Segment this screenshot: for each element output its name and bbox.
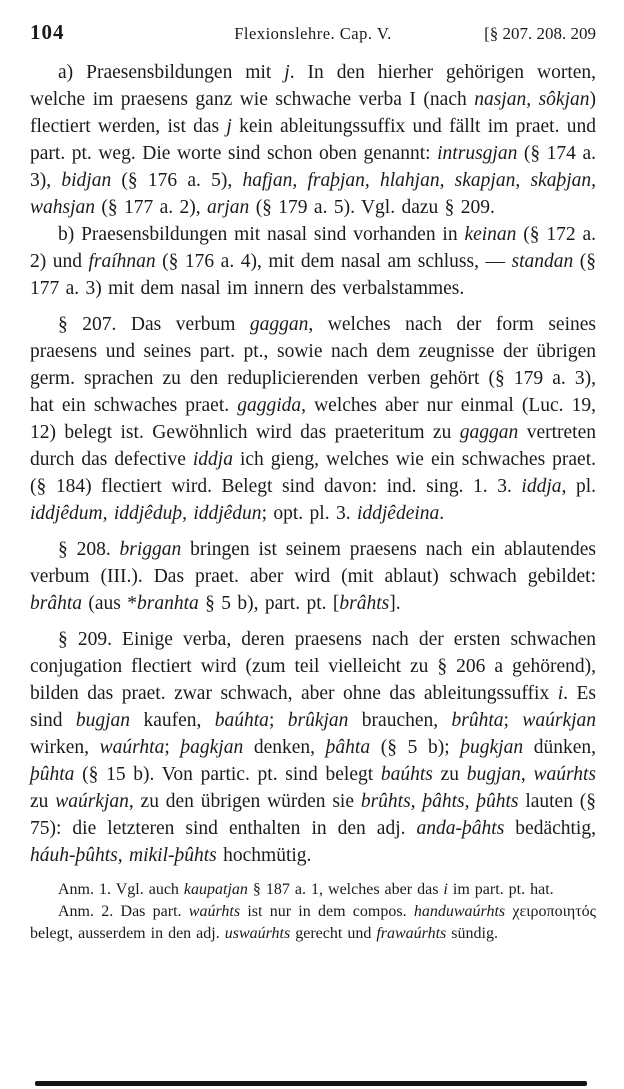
text-run: bedächtig, xyxy=(504,818,596,839)
gothic-term: waúrhta xyxy=(99,737,165,758)
text-run: (§ 176 a. 5), xyxy=(111,170,243,191)
scan-edge-artifact xyxy=(35,1081,587,1086)
text-run: a) Praesensbildungen mit xyxy=(58,62,285,83)
text-run: bringen ist seinem praesens nach ein ablautendes verbum (III.). Das praet. aber wird (mit ablaut) schwach gebildet: xyxy=(30,539,596,587)
text-run: . Es sind xyxy=(30,683,596,731)
text-run: § 187 a. 1, welches aber das xyxy=(247,881,444,898)
gothic-term: branhta xyxy=(137,593,199,614)
page-header xyxy=(30,20,596,45)
gothic-term: handuwaúrhts xyxy=(413,903,506,920)
gothic-term: háuh-þûhts, mikil-þûhts xyxy=(30,845,217,866)
text-run: . xyxy=(439,503,445,524)
gothic-term: gaggida xyxy=(237,395,302,416)
gothic-term: standan xyxy=(511,251,574,272)
gothic-term: iddja xyxy=(521,476,562,497)
paragraph-207 xyxy=(30,311,596,527)
text-run: , welches nach der form seines praesens und seines part. pt., sowie nach dem zeugnisse der übrigen germ. sprachen zu den reduplicierenden verben gehört (§ 179 a. 3), hat ein schwaches praet. xyxy=(30,314,596,416)
text-run: zu xyxy=(30,791,56,812)
gothic-term: brûkjan xyxy=(287,710,349,731)
text-run: (§ 174 a. 3), xyxy=(30,143,596,191)
text-run: (§ 15 b). Von partic. pt. sind belegt xyxy=(74,764,381,785)
gothic-term: þûhta xyxy=(30,764,75,785)
gothic-term: i xyxy=(443,881,448,898)
text-run: (aus * xyxy=(82,593,138,614)
note-anm-1 xyxy=(30,879,596,901)
text-run: , pl. xyxy=(561,476,597,497)
text-run: . In den hierher gehörigen worten, welche im praesens ganz wie schwache verba I (nach xyxy=(30,62,597,110)
text-run: ist nur in dem compos. xyxy=(240,903,414,920)
gothic-term: þagkjan xyxy=(180,737,244,758)
gothic-term: brâhts xyxy=(339,593,390,614)
text-run: denken, xyxy=(243,737,326,758)
text-run: lauten (§ 75): die letzteren sind enthalten in den adj. xyxy=(30,791,596,839)
gothic-term: intrusgjan xyxy=(437,143,518,164)
text-run: zu xyxy=(432,764,467,785)
text-run: ]. xyxy=(389,593,401,614)
text-run: χειροποιητός belegt, ausserdem in den adj. xyxy=(30,903,597,942)
gothic-term: frawaúrhts xyxy=(376,925,447,942)
gothic-term: kaupatjan xyxy=(183,881,248,898)
text-run: ) flectiert werden, ist das xyxy=(30,89,597,137)
text-run: brauchen, xyxy=(348,710,452,731)
gothic-term: þugkjan xyxy=(460,737,524,758)
text-run: (§ 176 a. 4), mit dem nasal am schluss, — xyxy=(155,251,512,272)
text-run: b) Praesensbildungen mit nasal sind vorhanden in xyxy=(58,224,465,245)
text-run: ich gieng, welches wie ein schwaches praet. (§ 184) flectiert wird. Belegt sind davon: ind. sing. 1. 3. xyxy=(30,449,597,497)
page-number: 104 xyxy=(30,20,65,44)
text-run: § 209. Einige verba, deren praesens nach der ersten schwachen conjugation flectiert wird (zum teil vielleicht zu § 206 a gehörend), bilden das praet. zwar schwach, aber ohne das ableitungssuffix xyxy=(30,629,596,704)
gothic-term: keinan xyxy=(464,224,517,245)
text-run: im part. pt. hat. xyxy=(447,881,554,898)
text-run: (§ 179 a. 5). Vgl. dazu § 209. xyxy=(249,197,495,218)
gothic-term: þâhta xyxy=(325,737,371,758)
text-run: ; xyxy=(503,710,523,731)
gothic-term: bugjan xyxy=(75,710,131,731)
gothic-term: bugjan xyxy=(466,764,521,785)
gothic-term: waúrkjan xyxy=(55,791,129,812)
gothic-term: baúhts xyxy=(380,764,433,785)
text-run: kein ableitungssuffix und fällt im praet. und part. pt. weg. Die worte sind schon oben genannt: xyxy=(30,116,596,164)
gothic-term: baúhta xyxy=(214,710,269,731)
gothic-term: brûhts, þâhts, þûhts xyxy=(360,791,519,812)
gothic-term: gaggan xyxy=(249,314,309,335)
gothic-term: briggan xyxy=(119,539,182,560)
gothic-term: i xyxy=(557,683,564,704)
gothic-term: arjan xyxy=(207,197,250,218)
text-run: Anm. 1. Vgl. auch xyxy=(58,881,184,898)
gothic-term: iddja xyxy=(192,449,233,470)
text-run: Anm. 2. Das part. xyxy=(58,903,189,920)
paragraph-a xyxy=(30,59,596,221)
text-run: sündig. xyxy=(446,925,498,942)
text-run: vertreten durch das defective xyxy=(30,422,596,470)
text-run: wirken, xyxy=(30,737,100,758)
gothic-term: waúrhts xyxy=(188,903,241,920)
text-run: § 207. Das verbum xyxy=(58,314,250,335)
text-body xyxy=(30,59,596,945)
text-run: hochmütig. xyxy=(216,845,312,866)
text-run: (§ 172 a. 2) und xyxy=(30,224,597,272)
text-run: , welches aber nur einmal (Luc. 19, 12) belegt ist. Gewöhnlich wird das praeteritum zu xyxy=(30,395,596,443)
gothic-term: waúrhts xyxy=(533,764,597,785)
text-run: ; xyxy=(268,710,288,731)
paragraph-209 xyxy=(30,626,596,869)
text-run: (§ 177 a. 3) mit dem nasal im innern des verbalstammes. xyxy=(30,251,596,299)
text-run: § 208. xyxy=(58,539,120,560)
text-run: gerecht und xyxy=(290,925,377,942)
gothic-term: waúrkjan xyxy=(522,710,597,731)
running-title: Flexionslehre. Cap. V. xyxy=(234,24,392,43)
gothic-term: gaggan xyxy=(459,422,519,443)
note-anm-2 xyxy=(30,901,596,945)
paragraph-208 xyxy=(30,536,596,617)
gothic-term: hafjan, fraþjan, hlahjan, skapjan, skaþjan, wahsjan xyxy=(30,170,596,218)
text-run: dünken, xyxy=(523,737,597,758)
text-run: (§ 177 a. 2), xyxy=(95,197,208,218)
gothic-term: brâhta xyxy=(30,593,83,614)
gothic-term: nasjan, sôkjan xyxy=(474,89,590,110)
gothic-term: iddjêdeina xyxy=(356,503,440,524)
text-run: § 5 b), part. pt. [ xyxy=(198,593,340,614)
text-run: (§ 5 b); xyxy=(370,737,461,758)
gothic-term: anda-þâhts xyxy=(416,818,505,839)
paragraph-b xyxy=(30,221,596,302)
gothic-term: fraíhnan xyxy=(88,251,156,272)
text-run: ; xyxy=(164,737,181,758)
text-run: kaufen, xyxy=(130,710,215,731)
section-range: [§ 207. 208. 209 xyxy=(484,24,596,43)
gothic-term: j xyxy=(284,62,290,83)
text-run: , xyxy=(520,764,534,785)
gothic-term: bidjan xyxy=(61,170,112,191)
text-run: , zu den übrigen würden sie xyxy=(128,791,361,812)
text-run: ; opt. pl. 3. xyxy=(261,503,357,524)
gothic-term: iddjêdum, iddjêduþ, iddjêdun xyxy=(30,503,262,524)
gothic-term: brûhta xyxy=(451,710,504,731)
gothic-term: j xyxy=(226,116,232,137)
gothic-term: uswaúrhts xyxy=(224,925,291,942)
